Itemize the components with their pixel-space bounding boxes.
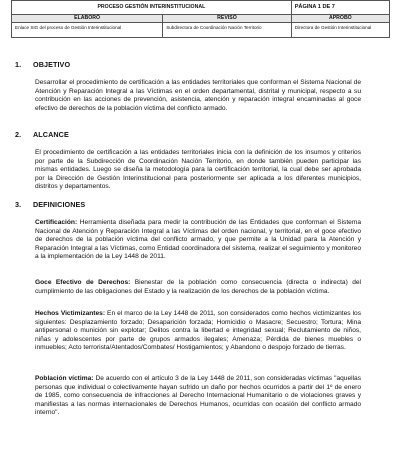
section-title: DEFINICIONES — [33, 200, 86, 209]
value-aprobo: Directora de Gestión Interinstitucional — [291, 23, 389, 38]
definition-hechos-victimizantes — [35, 310, 361, 353]
definition-term: Hechos Victimizantes: — [35, 310, 106, 317]
section-title: OBJETIVO — [33, 60, 71, 69]
col-reviso: REVISÓ — [163, 15, 292, 23]
definition-text: Bienestar de la población como consecuencia (directa o indirecta) del cumplimiento de las obligaciones del Estado y la realización de los derechos de la población víctima. — [35, 279, 361, 295]
definition-text: En el marco de la Ley 1448 de 2011, son considerados como hechos victimizantes los siguientes: Desplazamiento forzado; Desaparición forzada; Homicidio o Masacre; Secuestro; Tortura; Mina antipersonal o munición sin explotar; Delitos contra la libertad e integridad sexual; Reclutamiento de niños, niñas y adolescentes por parte de grupos armados ilegales; Amenaza; Pérdida de bienes muebles o inmuebles; Acto terrorista/Atentados/Combates/ Hostigamientos; y Abandono o despojo forzado de tierras. — [35, 310, 362, 352]
alcance-text: El procedimiento de certificación a las entidades territoriales inicia con la definición de los insumos y criterios por parte de la Subdirección de Coordinación Nación Territorio, en donde también pueden participar las mismas entidades. Luego se diseña la metodología para la certificación territorial, la cual debe ser aprobada por la Dirección de Gestión Interinstitucional para posteriormente ser aplicada a los diferentes municipios, distritos y departamentos. — [35, 149, 361, 191]
objetivo-text: Desarrollar el procedimiento de certificación a las entidades territoriales que conforman el Sistema Nacional de Atención y Reparación Integral a las Víctimas en el orden departamental, distrital y municipal, respecto a su contribución en las acciones de prevención, asistencia, atención y reparación integral encaminadas al goce efectivo de derechos de la población víctima del conflicto armado. — [35, 79, 361, 112]
section-number: 3. — [15, 200, 22, 209]
definition-term: Población víctima: — [35, 375, 94, 382]
definition-certificacion — [35, 219, 361, 262]
value-elaboro: Enlace SIG del proceso de Gestión Interinstitucional — [12, 23, 163, 38]
col-elaboro: ELABORÓ — [12, 15, 163, 23]
header-table — [11, 0, 390, 38]
definition-goce-efectivo — [35, 279, 361, 296]
section-heading-alcance — [15, 130, 69, 139]
definition-text: Herramienta diseñada para medir la contribución de las Entidades que conforman el Sistema Nacional de Atención y Reparación Integral a las Víctimas del orden nacional, y territorial, en el goce efectivo de derechos de la población víctima del conflicto armado, y que permite a la Unidad para la Atención y Reparación Integral a las Víctimas, como Entidad coordinadora del sistema, realizar el seguimiento y monitoreo a la implementación de la Ley 1448 de 2011. — [35, 219, 361, 261]
definition-term: Goce Efectivo de Derechos: — [35, 279, 131, 286]
definition-text: De acuerdo con el artículo 3 de la Ley 1448 de 2011, son consideradas víctimas "aquellas personas que individual o colectivamente hayan sufrido un daño por hechos ocurridos a partir del 1º de enero de 1985, como consecuencia de infracciones al Derecho Internacional Humanitario o de violaciones graves y manifiestas a las normas internacionales de Derechos Humanos, ocurridas con ocasión del conflicto armado interno". — [35, 375, 362, 417]
section-heading-definiciones — [15, 200, 85, 209]
value-reviso: Subdirectora de Coordinación Nación Territorio — [163, 23, 292, 38]
section-title: ALCANCE — [33, 130, 69, 139]
process-title: PROCESO GESTIÓN INTERINSTITUCIONAL — [12, 1, 292, 15]
page-number: PÁGINA 1 DE 7 — [291, 1, 389, 15]
section-number: 2. — [15, 130, 22, 139]
section-heading-objetivo — [15, 60, 70, 69]
section-number: 1. — [15, 60, 22, 69]
definition-poblacion-victima — [35, 375, 361, 418]
col-aprobo: APROBÓ — [291, 15, 389, 23]
definition-term: Certificación: — [35, 219, 78, 226]
